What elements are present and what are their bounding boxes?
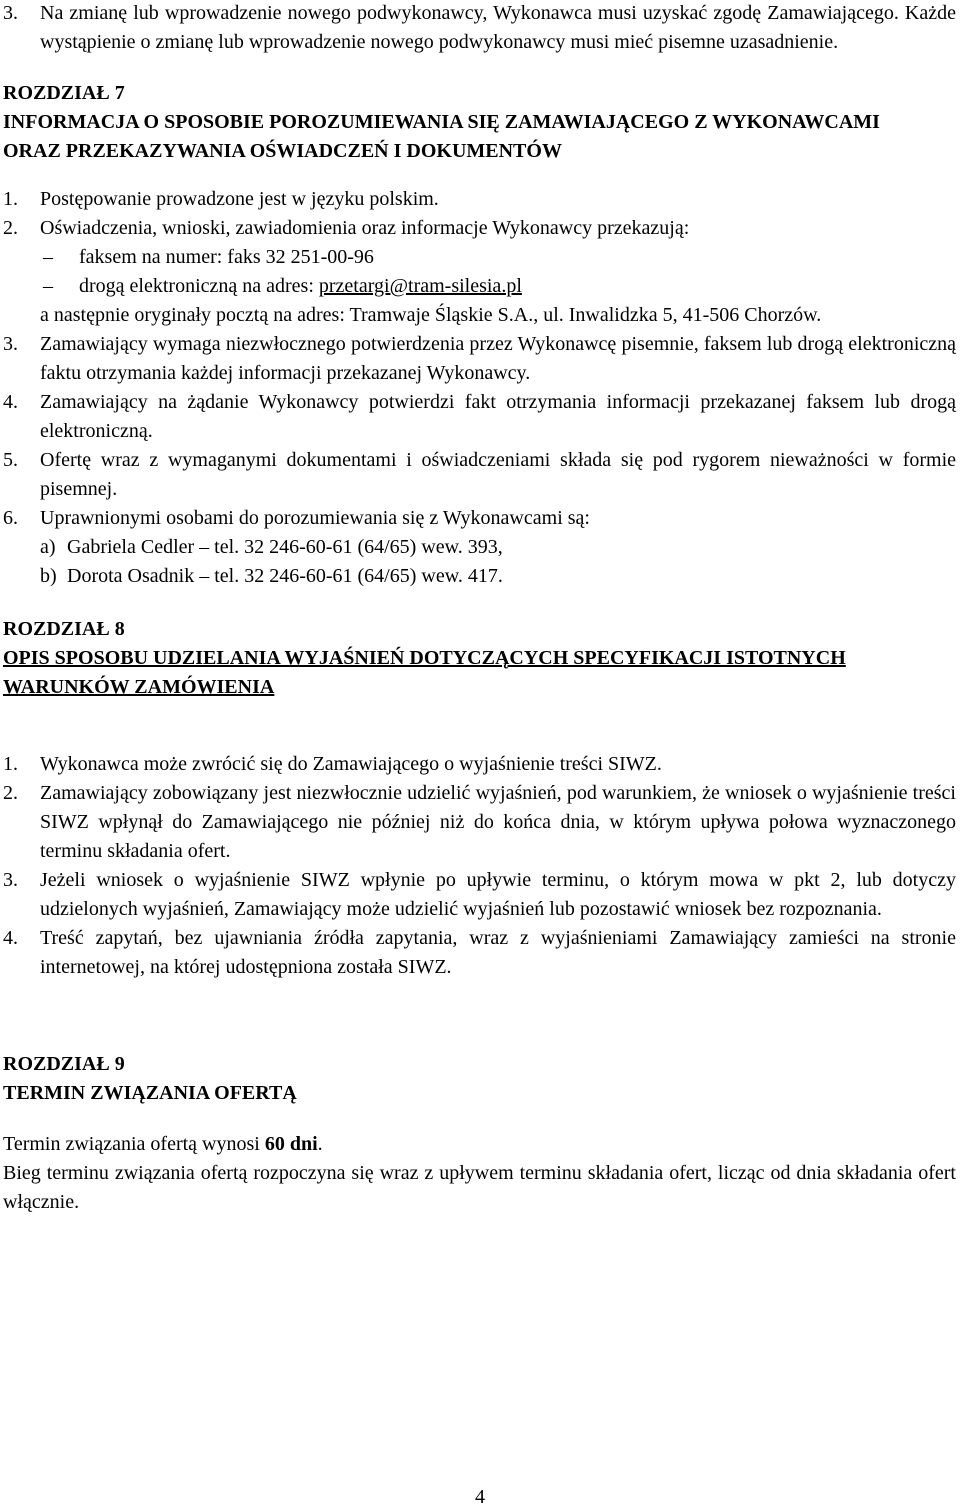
- page-number: 4: [475, 1486, 485, 1508]
- list-text: Postępowanie prowadzone jest w języku polskim.: [40, 188, 439, 210]
- contact-person: [0, 533, 960, 562]
- binding-period-text: [0, 1130, 960, 1159]
- list-item: [0, 924, 960, 982]
- list-text: Treść zapytań, bez ujawniania źródła zapytania, wraz z wyjaśnieniami Zamawiający zamieści na stronie internetowej, na której udostępniona została SIWZ.: [40, 927, 956, 978]
- chapter-7-label: ROZDZIAŁ 7: [3, 82, 125, 104]
- list-number: 2.: [3, 217, 18, 239]
- list-item: [0, 866, 960, 924]
- dash-bullet: –: [43, 275, 53, 297]
- list-number: 1.: [3, 188, 18, 210]
- list-number: 5.: [3, 449, 18, 471]
- list-item: [0, 750, 960, 779]
- dash-bullet: –: [43, 246, 53, 268]
- person-text: Gabriela Cedler – tel. 32 246-60-61 (64/65) wew. 393,: [67, 536, 503, 558]
- contact-email: [0, 272, 960, 301]
- list-item: [0, 446, 960, 504]
- list-item: [0, 214, 960, 243]
- chapter-8-title: OPIS SPOSOBU UDZIELANIA WYJAŚNIEŃ DOTYCZĄCYCH SPECYFIKACJI ISTOTNYCH WARUNKÓW ZAMÓWIENIA: [3, 647, 846, 698]
- list-text: Jeżeli wniosek o wyjaśnienie SIWZ wpłynie po upływie terminu, o którym mowa w pkt 2, lub dotyczy udzielonych wyjaśnień, Zamawiający może udzielić wyjaśnień lub pozostawić wniosek bez rozpoznania.: [40, 869, 956, 920]
- fax-text: faksem na numer: faks 32 251-00-96: [79, 246, 374, 268]
- person-letter: b): [40, 565, 57, 587]
- list-text: Zamawiający zobowiązany jest niezwłocznie udzielić wyjaśnień, pod warunkiem, że wniosek o wyjaśnienie treści SIWZ wpłynął do Zamawiającego nie później niż do końca dnia, w którym upływa połowa wyznaczonego terminu składania ofert.: [40, 782, 956, 862]
- list-item: [0, 504, 960, 533]
- list-number: 1.: [3, 753, 18, 775]
- person-letter: a): [40, 536, 56, 558]
- chapter-9-label: ROZDZIAŁ 9: [3, 1053, 125, 1075]
- chapter-9-title: TERMIN ZWIĄZANIA OFERTĄ: [3, 1082, 297, 1104]
- list-number: 3.: [3, 2, 18, 24]
- chapter-8-label: ROZDZIAŁ 8: [3, 618, 125, 640]
- list-text: Zamawiający wymaga niezwłocznego potwierdzenia przez Wykonawcę pisemnie, faksem lub drogą elektroniczną faktu otrzymania każdej informacji przekazanej Wykonawcy.: [40, 333, 956, 384]
- list-number: 4.: [3, 927, 18, 949]
- binding-period-start-text: Bieg terminu związania ofertą rozpoczyna się wraz z upływem terminu składania ofert, licząc od dnia składania ofert włącznie.: [3, 1162, 956, 1213]
- list-text: Zamawiający na żądanie Wykonawcy potwierdzi fakt otrzymania informacji przekazanej faksem lub drogą elektroniczną.: [40, 391, 956, 442]
- address-continuation: a następnie oryginały pocztą na adres: Tramwaje Śląskie S.A., ul. Inwalidzka 5, 41-506 Chorzów.: [40, 304, 822, 326]
- contact-fax: [0, 243, 960, 272]
- list-text: Wykonawca może zwrócić się do Zamawiającego o wyjaśnienie treści SIWZ.: [40, 753, 662, 775]
- list-number: 2.: [3, 782, 18, 804]
- chapter-7-title: INFORMACJA O SPOSOBIE POROZUMIEWANIA SIĘ ZAMAWIAJĄCEGO Z WYKONAWCAMI ORAZ PRZEKAZYWANIA OŚWIADCZEŃ I DOKUMENTÓW: [3, 111, 880, 162]
- list-item: [0, 0, 960, 57]
- list-text: Uprawnionymi osobami do porozumiewania się z Wykonawcami są:: [40, 507, 590, 529]
- list-number: 6.: [3, 507, 18, 529]
- list-item: [0, 330, 960, 388]
- list-number: 4.: [3, 391, 18, 413]
- email-link[interactable]: przetargi@tram-silesia.pl: [318, 275, 522, 297]
- contact-person: [0, 562, 960, 591]
- list-number: 3.: [3, 869, 18, 891]
- list-text: Na zmianę lub wprowadzenie nowego podwykonawcy, Wykonawca musi uzyskać zgodę Zamawiającego. Każde wystąpienie o zmianę lub wprowadzenie nowego podwykonawcy musi mieć pisemne uzasadnienie.: [40, 2, 956, 53]
- list-number: 3.: [3, 333, 18, 355]
- list-item: [0, 779, 960, 866]
- list-text: Oświadczenia, wnioski, zawiadomienia oraz informacje Wykonawcy przekazują:: [40, 217, 690, 239]
- binding-period-suffix: .: [317, 1133, 323, 1155]
- list-item: [0, 185, 960, 214]
- person-text: Dorota Osadnik – tel. 32 246-60-61 (64/65) wew. 417.: [67, 565, 503, 587]
- list-text: Ofertę wraz z wymaganymi dokumentami i oświadczeniami składa się pod rygorem nieważności w formie pisemnej.: [40, 449, 956, 500]
- binding-period-prefix: Termin związania ofertą wynosi: [3, 1133, 265, 1155]
- list-item: [0, 388, 960, 446]
- email-prefix: drogą elektroniczną na adres:: [79, 275, 319, 297]
- binding-period-days: 60 dni: [264, 1133, 318, 1155]
